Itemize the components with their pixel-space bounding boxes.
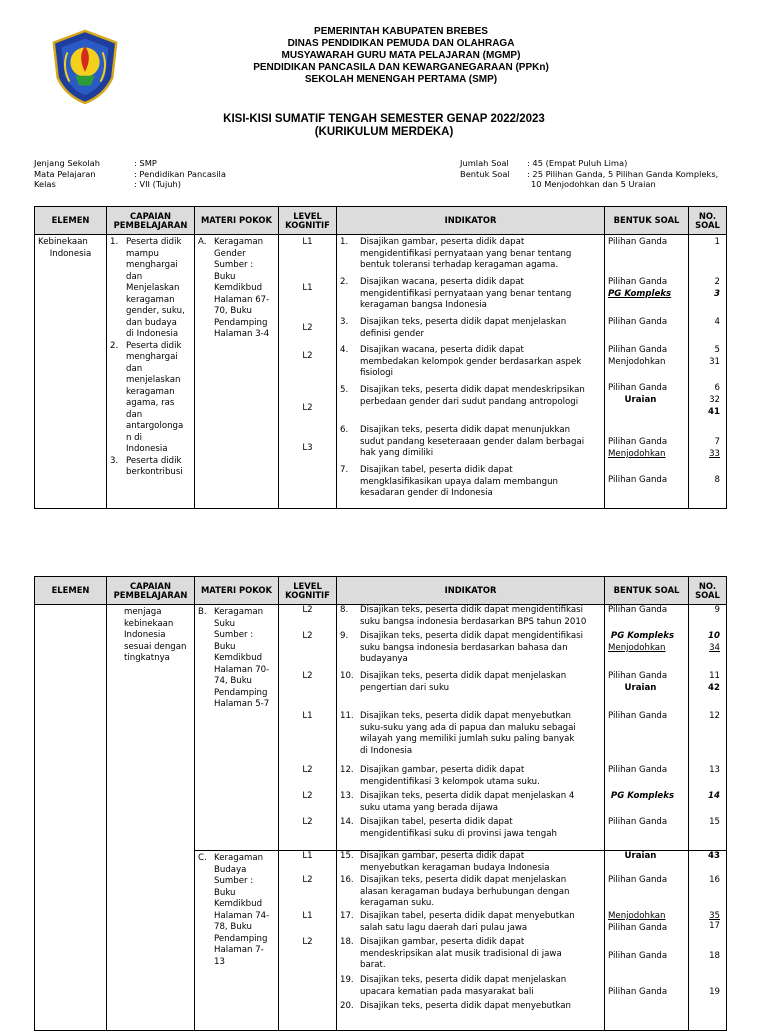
level-value: L2 xyxy=(302,937,313,947)
meta-value: : 45 (Empat Puluh Lima) xyxy=(527,158,628,168)
text-line: menjelaskan xyxy=(126,375,181,385)
meta-label: Jumlah Soal xyxy=(460,158,509,168)
indikator-item xyxy=(340,875,601,910)
bentuk-value: Pilihan Ganda xyxy=(608,345,668,355)
col-header-level xyxy=(279,207,337,235)
item-number: 3. xyxy=(110,455,119,466)
col-header-bentuk: BENTUK SOAL xyxy=(605,577,689,605)
level-cell xyxy=(279,851,337,1031)
header-text: CAPAIAN xyxy=(129,580,172,591)
item-number: 18. xyxy=(340,937,354,947)
bentuk-value: Pilihan Ganda xyxy=(608,383,668,393)
text-line: Disajikan teks, peserta didik dapat mendeskripsikan xyxy=(360,385,585,395)
text-line: Suku xyxy=(214,618,236,629)
no-soal-value: 8 xyxy=(714,475,720,485)
header-text: LEVEL xyxy=(293,580,322,591)
text-line: Disajikan teks, peserta didik dapat menjelaskan xyxy=(360,317,567,327)
bentuk-value: Pilihan Ganda xyxy=(608,671,668,681)
indikator-item xyxy=(340,465,601,500)
text-line: wilayah yang memiliki jumlah suku paling banyak xyxy=(360,734,575,744)
capaian-item xyxy=(110,341,191,456)
no-soal-value: 17 xyxy=(709,921,720,931)
text-line: antargolonga xyxy=(126,421,184,431)
bentuk-value: Pilihan Ganda xyxy=(608,711,668,721)
item-number: 8. xyxy=(340,605,349,615)
text-line: Buku xyxy=(214,271,236,282)
header-line: DINAS PENDIDIKAN PEMUDA DAN OLAHRAGA xyxy=(287,38,515,49)
text-line: 13 xyxy=(214,956,225,967)
text-line: Keragaman xyxy=(214,237,264,247)
item-letter: A. xyxy=(198,237,207,247)
text-line: Disajikan teks, peserta didik dapat menjelaskan 4 xyxy=(360,791,575,801)
kisi-table-1 xyxy=(34,206,727,509)
text-line: berkontribusi xyxy=(126,467,183,477)
bentuk-value: Menjodohkan xyxy=(608,357,666,367)
indikator-item xyxy=(340,671,601,694)
text-line: Disajikan teks, peserta didik dapat menjelaskan xyxy=(360,875,567,885)
col-header-indikator: INDIKATOR xyxy=(337,577,605,605)
indikator-item xyxy=(340,911,601,934)
text-line: membedakan kelompok gender berdasarkan aspek xyxy=(360,356,582,367)
meta-label: Kelas xyxy=(34,179,56,189)
text-line: menghargai xyxy=(126,260,178,270)
bentuk-value: PG Kompleks xyxy=(610,791,675,801)
text-line: hak yang dimiliki xyxy=(360,448,434,458)
no-soal-cell xyxy=(689,851,727,1031)
text-line: Peserta didik xyxy=(126,340,182,351)
materi-cell xyxy=(195,605,279,851)
no-soal-value: 12 xyxy=(709,711,720,721)
text-line: Sumber : xyxy=(214,876,254,886)
bentuk-value: Pilihan Ganda xyxy=(608,765,668,775)
title-line-1: KISI-KISI SUMATIF TENGAH SEMESTER GENAP 2022/2023 xyxy=(223,113,545,125)
level-value: L1 xyxy=(302,711,313,721)
bentuk-value: Pilihan Ganda xyxy=(608,817,668,827)
text-line: Keragaman xyxy=(214,853,264,863)
text-line: Disajikan wacana, peserta didik dapat xyxy=(360,277,524,287)
materi-item xyxy=(198,237,275,341)
header-text: KOGNITIF xyxy=(285,589,330,600)
col-header-bentuk: BENTUK SOAL xyxy=(605,207,689,235)
text-line: Disajikan gambar, peserta didik dapat xyxy=(360,237,525,247)
text-line: Budaya xyxy=(214,864,247,875)
text-line: 70, Buku xyxy=(214,306,252,316)
institution-header xyxy=(0,26,768,86)
no-soal-value: 34 xyxy=(709,643,720,653)
indikator-item xyxy=(340,317,601,340)
level-value: L2 xyxy=(302,605,313,615)
text-line: definisi gender xyxy=(360,328,425,339)
text-line: mampu xyxy=(126,248,159,259)
bentuk-value: Pilihan Ganda xyxy=(608,923,668,933)
header-text: SOAL xyxy=(695,589,720,600)
item-number: 5. xyxy=(340,385,349,395)
no-soal-value: 41 xyxy=(708,407,720,417)
indikator-cell xyxy=(337,605,605,851)
text-line: Buku xyxy=(214,641,236,652)
no-soal-value: 4 xyxy=(714,317,720,327)
text-line: suku utama yang berada dijawa xyxy=(360,802,499,813)
elemen-cell xyxy=(35,235,107,509)
no-soal-value: 14 xyxy=(708,791,720,801)
indikator-item xyxy=(340,937,601,972)
level-value: L2 xyxy=(302,791,313,801)
capaian-item xyxy=(110,456,191,479)
bentuk-value: PG Kompleks xyxy=(610,631,675,641)
header-line: SEKOLAH MENENGAH PERTAMA (SMP) xyxy=(304,74,498,85)
header-text: PEMBELAJARAN xyxy=(113,589,188,600)
col-header-elemen: ELEMEN xyxy=(35,577,107,605)
meta-value: : Pendidikan Pancasila xyxy=(134,168,226,179)
item-letter: B. xyxy=(198,607,207,617)
col-header-materi: MATERI POKOK xyxy=(195,207,279,235)
no-soal-value: 35 xyxy=(709,911,720,921)
text-line: Indonesia xyxy=(124,630,166,640)
text-line: keragaman suku. xyxy=(360,898,435,908)
text-line: 78, Buku xyxy=(214,922,252,932)
meta-left xyxy=(34,158,226,190)
bentuk-cell xyxy=(605,851,689,1031)
no-soal-value: 31 xyxy=(709,357,720,367)
header-text: LEVEL xyxy=(293,210,322,221)
text-line: Gender xyxy=(214,248,246,259)
header-line: PENDIDIKAN PANCASILA DAN KEWARGANEGARAAN (PPKn) xyxy=(253,62,549,73)
text-line: tingkatnya xyxy=(124,653,170,663)
text-line: Disajikan teks, peserta didik dapat menunjukkan xyxy=(360,425,571,435)
text-line: Disajikan teks, peserta didik dapat mengidentifikasi xyxy=(360,631,583,641)
bentuk-value: Pilihan Ganda xyxy=(608,475,668,485)
col-header-level xyxy=(279,577,337,605)
text-line: menyebutkan keragaman budaya Indonesia xyxy=(360,862,550,873)
text-line: Pendamping xyxy=(214,687,268,698)
item-number: 1. xyxy=(340,237,349,247)
text-line: dan xyxy=(126,409,143,420)
indikator-item xyxy=(340,1001,601,1013)
text-line: menjaga xyxy=(124,607,162,617)
indikator-item xyxy=(340,975,601,998)
text-line: bentuk toleransi terhadap keragaman agama. xyxy=(360,260,559,270)
text-line: Halaman 67- xyxy=(214,294,270,305)
level-value: L2 xyxy=(302,351,313,361)
no-soal-value: 6 xyxy=(714,383,720,393)
text-line: Disajikan tabel, peserta didik dapat menyebutkan xyxy=(360,911,575,921)
text-line: Disajikan teks, peserta didik dapat mengidentifikasi xyxy=(360,605,583,615)
elemen-cell xyxy=(35,605,107,1031)
text-line: Kemdikbud xyxy=(214,283,263,293)
materi-cell xyxy=(195,235,279,509)
indikator-item xyxy=(340,237,601,272)
col-header-no-soal xyxy=(689,207,727,235)
no-soal-value: 1 xyxy=(714,237,720,247)
col-header-capaian xyxy=(107,577,195,605)
text-line: Halaman 70- xyxy=(214,664,270,675)
text-line: dan xyxy=(126,363,143,374)
materi-item xyxy=(198,853,275,968)
bentuk-cell xyxy=(605,235,689,509)
title-line-2: (KURIKULUM MERDEKA) xyxy=(314,126,454,138)
materi-cell xyxy=(195,851,279,1031)
item-number: 2. xyxy=(340,277,349,287)
level-cell xyxy=(279,235,337,509)
meta-label: Bentuk Soal xyxy=(460,168,510,179)
text-line: Pendamping xyxy=(214,317,268,328)
capaian-cell xyxy=(107,235,195,509)
indikator-item xyxy=(340,851,601,874)
text-line: sesuai dengan xyxy=(124,641,187,652)
elemen-text: Kebinekaan xyxy=(38,237,88,247)
col-header-no-soal xyxy=(689,577,727,605)
capaian-item xyxy=(110,237,191,341)
indikator-item xyxy=(340,817,601,840)
indikator-item xyxy=(340,277,601,312)
text-line: Kemdikbud xyxy=(214,899,263,909)
col-header-indikator: INDIKATOR xyxy=(337,207,605,235)
item-number: 13. xyxy=(340,791,354,801)
elemen-text: Indonesia xyxy=(49,248,92,259)
header-text: CAPAIAN xyxy=(129,210,172,221)
indikator-cell xyxy=(337,235,605,509)
bentuk-value: Pilihan Ganda xyxy=(608,317,668,327)
text-line: kesadaran gender di Indonesia xyxy=(360,488,493,498)
level-value: L1 xyxy=(302,911,313,921)
no-soal-value: 11 xyxy=(709,671,720,681)
header-text: SOAL xyxy=(695,219,720,230)
no-soal-value: 2 xyxy=(714,277,720,287)
meta-right xyxy=(460,158,718,190)
item-number: 4. xyxy=(340,345,349,355)
text-line: alasan keragaman budaya berhubungan dengan xyxy=(360,886,570,897)
no-soal-value: 16 xyxy=(709,875,720,885)
header-text: NO. xyxy=(698,580,717,591)
text-line: suku bangsa indonesia berdasarkan bahasa dan xyxy=(360,642,568,653)
text-line: mendeskripsikan alat musik tradisional di jawa xyxy=(360,948,562,959)
level-value: L2 xyxy=(302,323,313,333)
text-line: Disajikan teks, peserta didik dapat menyebutkan xyxy=(360,1001,571,1011)
text-line: n di xyxy=(126,432,143,443)
no-soal-value: 3 xyxy=(714,289,720,299)
text-line: Disajikan gambar, peserta didik dapat xyxy=(360,765,525,775)
text-line: suku-suku yang ada di papua dan maluku sebagai xyxy=(360,722,576,733)
text-line: mengidentifikasi 3 kelompok utama suku. xyxy=(360,776,540,787)
text-line: di Indonesia xyxy=(126,329,179,339)
indikator-item xyxy=(340,765,601,788)
text-line: Sumber : xyxy=(214,260,254,270)
text-line: Disajikan teks, peserta didik dapat menyebutkan xyxy=(360,711,571,721)
text-line: Disajikan gambar, peserta didik dapat xyxy=(360,937,525,947)
item-number: 11. xyxy=(340,711,354,721)
level-value: L1 xyxy=(302,283,313,293)
item-number: 14. xyxy=(340,817,354,827)
bentuk-value: Pilihan Ganda xyxy=(608,605,668,615)
no-soal-value: 19 xyxy=(709,987,720,997)
item-number: 9. xyxy=(340,631,349,641)
header-text: KOGNITIF xyxy=(285,219,330,230)
text-line: Disajikan teks, peserta didik dapat menjelaskan xyxy=(360,975,567,985)
text-line: Buku xyxy=(214,887,236,898)
text-line: Pendamping xyxy=(214,933,268,944)
no-soal-value: 33 xyxy=(709,449,720,459)
bentuk-value: Pilihan Ganda xyxy=(608,237,668,247)
bentuk-value: Uraian xyxy=(624,851,657,861)
text-line: dan budaya xyxy=(126,317,177,328)
level-value: L3 xyxy=(302,443,313,453)
text-line: Menjelaskan xyxy=(126,283,180,293)
meta-value: : SMP xyxy=(134,158,157,168)
text-line: Halaman 3-4 xyxy=(214,329,270,339)
indikator-item xyxy=(340,605,601,628)
text-line: kebinekaan xyxy=(124,618,174,629)
text-line: Sumber : xyxy=(214,630,254,640)
no-soal-value: 9 xyxy=(714,605,720,615)
text-line: dan xyxy=(126,271,143,282)
no-soal-cell xyxy=(689,235,727,509)
no-soal-value: 15 xyxy=(709,817,720,827)
level-value: L2 xyxy=(302,403,313,413)
header-text: PEMBELAJARAN xyxy=(113,219,188,230)
meta-value: 10 Menjodohkan dan 5 Uraian xyxy=(531,179,656,189)
text-line: gender, suku, xyxy=(126,306,185,316)
text-line: Disajikan tabel, peserta didik dapat xyxy=(360,817,513,827)
bentuk-value: PG Kompleks xyxy=(608,289,672,299)
item-number: 20. xyxy=(340,1001,354,1011)
text-line: keragaman xyxy=(126,386,175,397)
no-soal-value: 13 xyxy=(709,765,720,775)
text-line: barat. xyxy=(360,960,386,970)
header-line: MUSYAWARAH GURU MATA PELAJARAN (MGMP) xyxy=(281,50,521,61)
bentuk-value: Pilihan Ganda xyxy=(608,437,668,447)
item-number: 16. xyxy=(340,875,354,885)
text-line: Disajikan tabel, peserta didik dapat xyxy=(360,465,513,475)
bentuk-value: Pilihan Ganda xyxy=(608,951,668,961)
item-number: 3. xyxy=(340,317,349,327)
bentuk-value: Menjodohkan xyxy=(608,911,666,921)
text-line: menghargai xyxy=(126,352,178,362)
indikator-item xyxy=(340,711,601,757)
text-line: Peserta didik xyxy=(126,237,182,247)
indikator-item xyxy=(340,385,601,408)
text-line: Halaman 7- xyxy=(214,945,264,955)
col-header-capaian xyxy=(107,207,195,235)
no-soal-value: 18 xyxy=(709,951,720,961)
text-line: fisiologi xyxy=(360,368,394,378)
document-title xyxy=(0,113,768,139)
text-line: keragaman xyxy=(126,294,175,305)
text-line: suku bangsa indonesia berdasarkan BPS tahun 2010 xyxy=(360,616,587,627)
bentuk-value: Pilihan Ganda xyxy=(608,277,668,287)
item-number: 10. xyxy=(340,671,354,681)
item-number: 15. xyxy=(340,851,354,861)
text-line: Halaman 74- xyxy=(214,910,270,921)
header-text: NO. xyxy=(698,210,717,221)
text-line: Keragaman xyxy=(214,607,264,617)
text-line: Disajikan teks, peserta didik dapat menjelaskan xyxy=(360,671,567,681)
indikator-item xyxy=(340,425,601,460)
no-soal-cell xyxy=(689,605,727,851)
bentuk-value: Uraian xyxy=(624,395,657,405)
text-line: mengidentifikasi pernyataan yang benar tentang xyxy=(360,248,572,259)
level-value: L2 xyxy=(302,671,313,681)
text-line: 74, Buku xyxy=(214,676,252,686)
no-soal-value: 10 xyxy=(708,631,720,641)
item-number: 2. xyxy=(110,340,119,351)
item-number: 12. xyxy=(340,765,354,775)
item-number: 6. xyxy=(340,425,349,435)
no-soal-value: 32 xyxy=(709,395,720,405)
level-cell xyxy=(279,605,337,851)
item-number: 7. xyxy=(340,465,349,475)
bentuk-cell xyxy=(605,605,689,851)
item-letter: C. xyxy=(198,853,207,863)
indikator-cell xyxy=(337,851,605,1031)
meta-value: : 25 Pilihan Ganda, 5 Pilihan Ganda Kompleks, xyxy=(527,168,719,179)
text-line: Kemdikbud xyxy=(214,653,263,663)
bentuk-value: Menjodohkan xyxy=(608,643,666,653)
col-header-materi: MATERI POKOK xyxy=(195,577,279,605)
no-soal-value: 43 xyxy=(708,851,720,861)
bentuk-value: Pilihan Ganda xyxy=(608,875,668,885)
capaian-cell xyxy=(107,605,195,1031)
bentuk-value: Uraian xyxy=(624,683,657,693)
text-line: sudut pandang keseteraaan gender dalam berbagai xyxy=(360,436,585,447)
meta-label: Jenjang Sekolah xyxy=(34,158,100,168)
text-line: perbedaan gender dari sudut pandang antropologi xyxy=(360,396,579,407)
text-line: Peserta didik xyxy=(126,455,182,466)
level-value: L1 xyxy=(302,237,313,247)
header-line: PEMERINTAH KABUPATEN BREBES xyxy=(314,26,488,37)
text-line: budayanya xyxy=(360,654,408,664)
no-soal-value: 7 xyxy=(714,437,720,447)
level-value: L2 xyxy=(302,631,313,641)
text-line: mengklasifikasikan upaya dalam membangun xyxy=(360,476,558,487)
text-line: Halaman 5-7 xyxy=(214,699,270,709)
level-value: L1 xyxy=(302,851,313,861)
item-number: 17. xyxy=(340,911,354,921)
indikator-item xyxy=(340,345,601,380)
text-line: Disajikan wacana, peserta didik dapat xyxy=(360,345,524,355)
text-line: Disajikan gambar, peserta didik dapat xyxy=(360,851,525,861)
col-header-elemen: ELEMEN xyxy=(35,207,107,235)
indikator-item xyxy=(340,791,601,814)
text-line: keragaman bangsa Indonesia xyxy=(360,300,487,310)
no-soal-value: 5 xyxy=(714,345,720,355)
bentuk-value: Menjodohkan xyxy=(608,449,666,459)
text-line: Indonesia xyxy=(126,444,168,454)
text-line: upacara kematian pada masyarakat bali xyxy=(360,986,534,997)
item-number: 19. xyxy=(340,975,354,985)
item-number: 1. xyxy=(110,237,119,247)
no-soal-value: 42 xyxy=(708,683,720,693)
meta-value: : VII (Tujuh) xyxy=(134,179,182,189)
text-line: agama, ras xyxy=(126,398,175,408)
text-line: mengidentifikasi pernyataan yang benar tentang xyxy=(360,288,572,299)
text-line: mengidentifikasi suku di provinsi jawa tengah xyxy=(360,828,557,839)
level-value: L2 xyxy=(302,817,313,827)
kisi-table-2 xyxy=(34,576,727,1031)
indikator-item xyxy=(340,631,601,666)
text-line: pengertian dari suku xyxy=(360,682,450,693)
materi-item xyxy=(198,607,275,711)
meta-label: Mata Pelajaran xyxy=(34,168,96,179)
bentuk-value: Pilihan Ganda xyxy=(608,987,668,997)
level-value: L2 xyxy=(302,875,313,885)
text-line: salah satu lagu daerah dari pulau jawa xyxy=(360,922,528,933)
text-line: di Indonesia xyxy=(360,745,413,756)
level-value: L2 xyxy=(302,765,313,775)
